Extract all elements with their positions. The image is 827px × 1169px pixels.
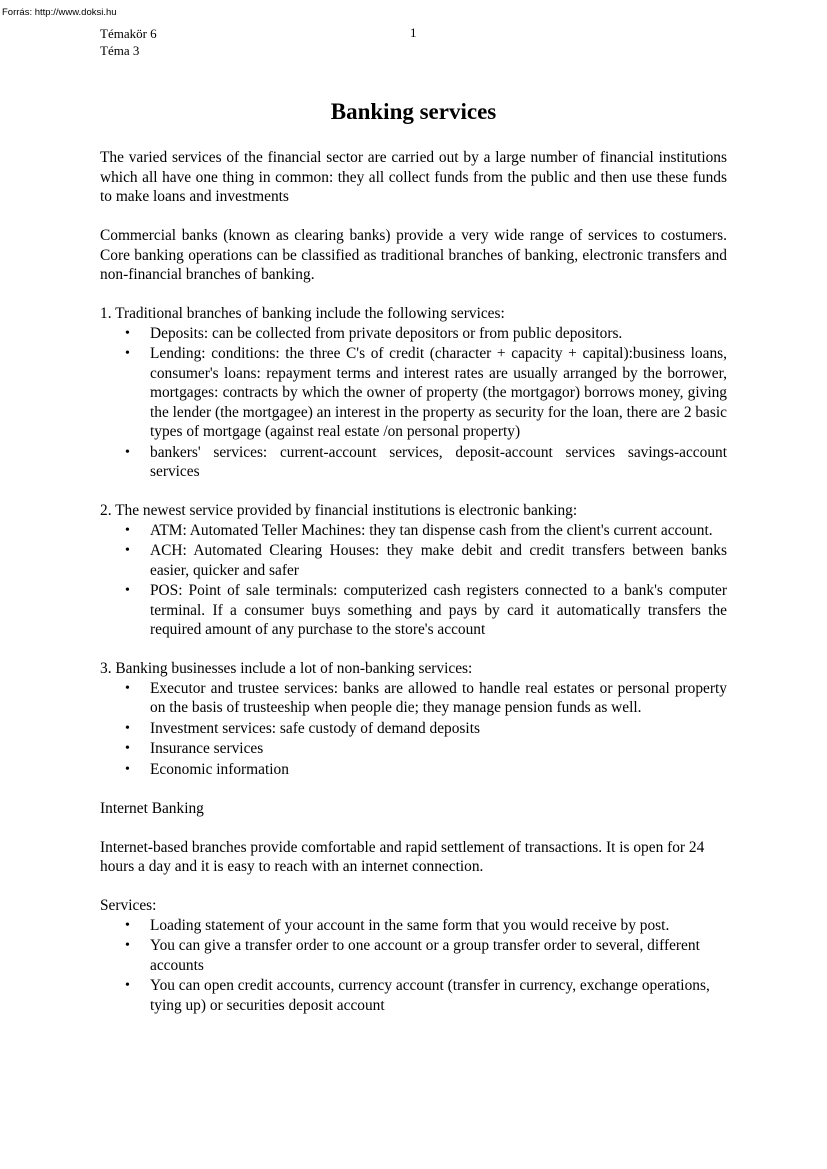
bullet-icon: • xyxy=(125,917,130,933)
list-item-text: Lending: conditions: the three C's of credit (character + capacity + capital):business loans, consumer's loans: repayment terms and interest rates are usually arranged by the borrower, mortgages: contracts by which the owner of property (the mortgagor) borrows money, giving the lender (the mortgagee) an interest in the property as security for the loan, there are 2 basic types of mortgage (against real estate /on personal property) xyxy=(150,345,727,440)
page-number: 1 xyxy=(410,25,417,40)
list-item xyxy=(100,739,727,759)
list-item xyxy=(100,679,727,718)
bullet-icon: • xyxy=(125,680,130,696)
list-item-text: POS: Point of sale terminals: computerized cash registers connected to a bank's computer terminal. If a consumer buys something and pays by card it automatically transfers the required amount of any purchase to the store's account xyxy=(150,582,727,638)
topic-label: Témakör 6 xyxy=(100,26,157,41)
list-item-text: Deposits: can be collected from private depositors or from public depositors. xyxy=(150,324,623,342)
section-2-list xyxy=(100,521,727,640)
list-item xyxy=(100,541,727,580)
document-header xyxy=(100,25,157,59)
internet-banking-heading: Internet Banking xyxy=(100,799,204,817)
list-item-text: ATM: Automated Teller Machines: they tan dispense cash from the client's current account. xyxy=(150,521,713,539)
list-item xyxy=(100,976,727,1015)
list-item-text: Executor and trustee services: banks are allowed to handle real estates or personal property on the basis of trusteeship when people die; they manage pension funds as well. xyxy=(150,679,727,716)
bullet-icon: • xyxy=(125,325,130,341)
list-item-text: Investment services: safe custody of demand deposits xyxy=(150,719,480,737)
source-line: Forrás: http://www.doksi.hu xyxy=(2,7,117,18)
section-3-list xyxy=(100,679,727,780)
bullet-icon: • xyxy=(125,444,130,460)
bullet-icon: • xyxy=(125,978,130,993)
bullet-icon: • xyxy=(125,346,130,361)
bullet-icon: • xyxy=(125,938,130,953)
list-item xyxy=(100,936,727,975)
bullet-icon: • xyxy=(125,720,130,736)
intro-paragraph-2: Commercial banks (known as clearing banks) provide a very wide range of services to costumers. Core banking operations can be classified as traditional branches of banking, electronic transfers and non-financial branches of banking. xyxy=(100,227,727,283)
services-heading: Services: xyxy=(100,897,157,914)
list-item xyxy=(100,581,727,640)
section-1-heading: 1. Traditional branches of banking include the following services: xyxy=(100,305,505,322)
list-item-text: You can open credit accounts, currency account (transfer in currency, exchange operations, tying up) or securities deposit account xyxy=(150,977,710,1014)
list-item xyxy=(100,324,727,344)
list-item xyxy=(100,719,727,739)
list-item xyxy=(100,443,727,482)
section-2-heading: 2. The newest service provided by financial institutions is electronic banking: xyxy=(100,502,578,519)
list-item xyxy=(100,760,727,780)
section-3-heading: 3. Banking businesses include a lot of non-banking services: xyxy=(100,660,473,677)
list-item xyxy=(100,521,727,541)
page-title: Banking services xyxy=(330,99,497,124)
bullet-icon: • xyxy=(125,543,130,558)
intro-paragraph-1: The varied services of the financial sector are carried out by a large number of financial institutions which all have one thing in common: they all collect funds from the public and then use these funds to make loans and investments xyxy=(100,149,727,205)
list-item-text: Economic information xyxy=(150,760,289,778)
list-item-text: Loading statement of your account in the same form that you would receive by post. xyxy=(150,916,670,934)
list-item xyxy=(100,916,727,936)
bullet-icon: • xyxy=(125,741,130,756)
section-1-list xyxy=(100,324,727,482)
list-item xyxy=(100,344,727,442)
list-item-text: You can give a transfer order to one account or a group transfer order to several, different accounts xyxy=(150,937,700,974)
bullet-icon: • xyxy=(125,761,130,777)
services-list xyxy=(100,916,727,1016)
list-item-text: Insurance services xyxy=(150,740,264,757)
bullet-icon: • xyxy=(125,583,130,598)
list-item-text: bankers' services: current-account services, deposit-account services savings-account services xyxy=(150,443,727,480)
theme-label: Téma 3 xyxy=(100,43,140,58)
bullet-icon: • xyxy=(125,522,130,538)
list-item-text: ACH: Automated Clearing Houses: they make debit and credit transfers between banks easier, quicker and safer xyxy=(150,542,727,579)
document-body xyxy=(100,148,727,1035)
internet-banking-paragraph: Internet-based branches provide comfortable and rapid settlement of transactions. It is open for 24 hours a day and it is easy to reach with an internet connection. xyxy=(100,838,705,875)
